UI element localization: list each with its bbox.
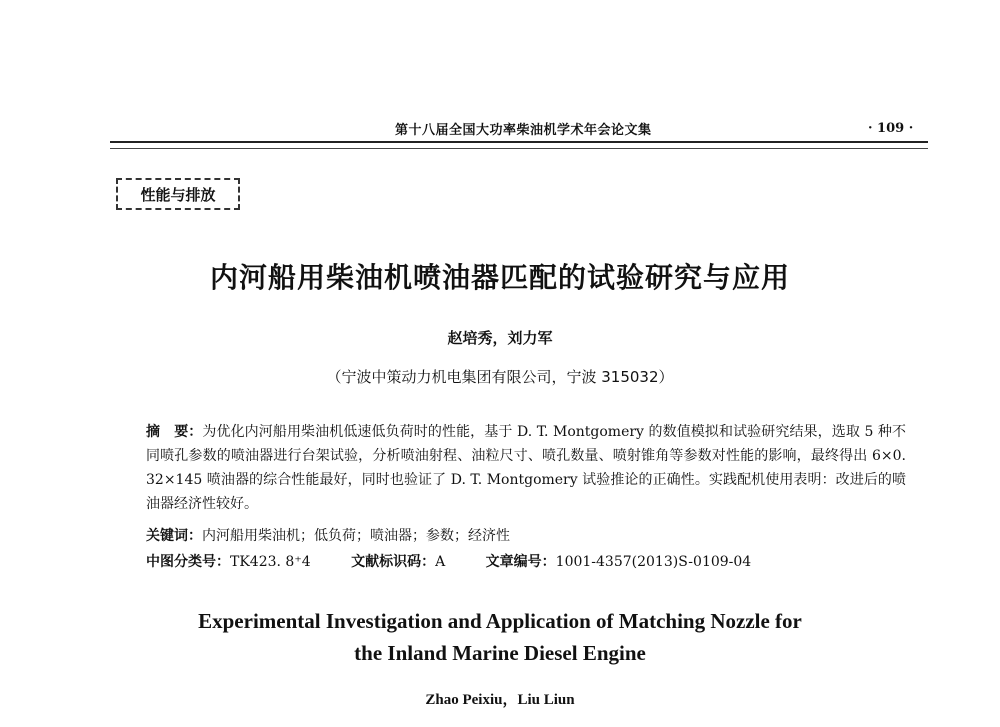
paper-title-cn: 内河船用柴油机喷油器匹配的试验研究与应用	[209, 261, 790, 294]
doc-code-value: A	[435, 554, 446, 570]
keywords	[146, 525, 510, 545]
page-number: · 109 ·	[868, 121, 914, 136]
authors-en: Zhao Peixiu，Liu Liun	[425, 692, 575, 708]
header-rule-thick	[110, 141, 928, 143]
clc-value: TK423. 8⁺4	[230, 554, 311, 570]
article-number-value: 1001-4357(2013)S-0109-04	[555, 554, 752, 570]
authors-cn: 赵培秀，刘力军	[447, 329, 553, 347]
doc-code-label: 文献标识码：	[351, 554, 436, 570]
clc-label: 中图分类号：	[146, 554, 230, 570]
keywords-label: 关键词：	[146, 528, 202, 544]
running-header: 第十八届全国大功率柴油机学术年会论文集	[395, 123, 652, 138]
abstract-text: 为优化内河船用柴油机低速低负荷时的性能，基于 D. T. Montgomery 的数值模拟和试验研究结果，选取 5 种不同喷孔参数的喷油器进行台架试验，分析喷油射程、油粒尺寸、喷孔数量、喷射锥角等参数对性能的影响，最终得出 6×0. 32×145 喷油器的综合性能最好，同时也验证了 D. T. Montgomery 试验推论的正确性。实践配机使用表明：改进后的喷油器经济性较好。	[146, 424, 907, 512]
affiliation-cn: （宁波中策动力机电集团有限公司，宁波 315032）	[326, 368, 674, 386]
header-rule-thin	[110, 148, 928, 149]
paper-title-en-line1: Experimental Investigation and Application of Matching Nozzle for	[198, 609, 802, 633]
keywords-text: 内河船用柴油机；低负荷；喷油器；参数；经济性	[202, 528, 510, 544]
article-number-label: 文章编号：	[485, 554, 556, 570]
abstract	[146, 420, 906, 516]
section-label: 性能与排放	[116, 178, 240, 210]
paper-title-en-line2: the Inland Marine Diesel Engine	[354, 641, 646, 665]
paper-title-en	[0, 605, 1000, 669]
abstract-label: 摘 要：	[146, 424, 203, 440]
classification-line	[146, 551, 787, 571]
